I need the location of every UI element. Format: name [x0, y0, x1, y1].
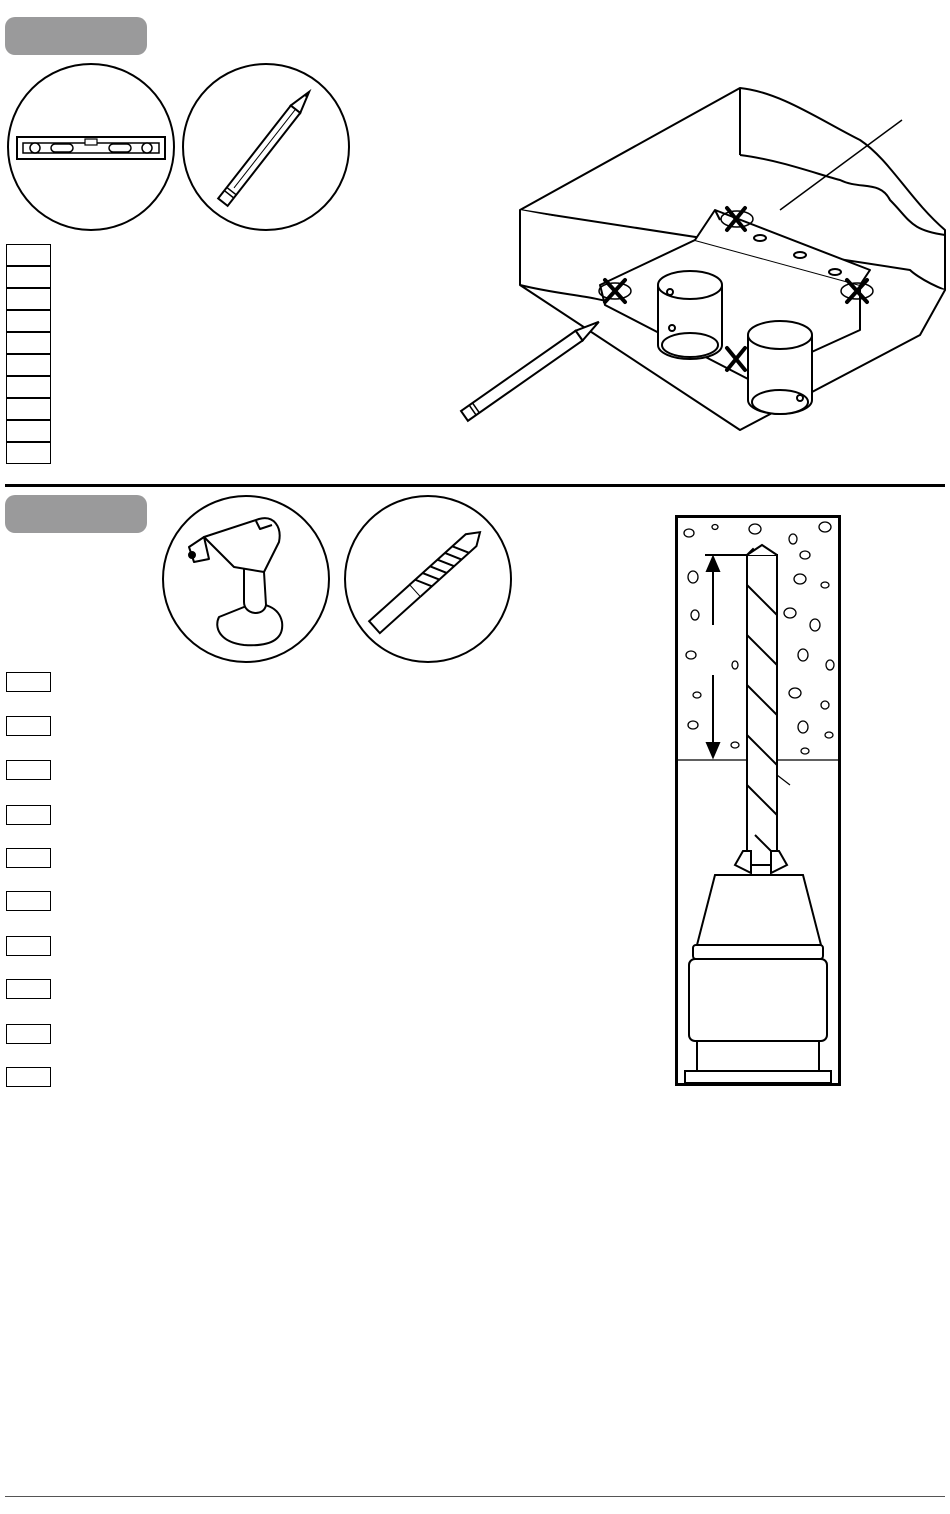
language-code-box — [6, 398, 51, 420]
cordless-drill-icon — [162, 495, 330, 663]
language-code-box — [6, 442, 51, 464]
level-icon — [7, 63, 175, 231]
language-code-box — [6, 244, 51, 266]
language-code-box — [6, 760, 51, 780]
step-2-tab — [5, 495, 147, 533]
language-code-box — [6, 332, 51, 354]
language-code-box — [6, 1067, 51, 1087]
language-code-box — [6, 936, 51, 956]
ceiling-bracket-marking-illustration — [440, 80, 950, 440]
language-code-box — [6, 376, 51, 398]
language-code-box — [6, 310, 51, 332]
drilling-concrete-illustration — [675, 515, 843, 1088]
language-code-box — [6, 716, 51, 736]
language-code-box — [6, 672, 51, 692]
language-code-box — [6, 354, 51, 376]
language-code-box — [6, 979, 51, 999]
footer-rule — [5, 1496, 945, 1497]
language-code-box — [6, 288, 51, 310]
language-code-box — [6, 266, 51, 288]
language-code-box — [6, 805, 51, 825]
language-code-box — [6, 848, 51, 868]
pencil-icon — [182, 63, 350, 231]
masonry-drill-bit-icon — [344, 495, 512, 663]
section-divider — [5, 484, 945, 487]
step-1-tab — [5, 17, 147, 55]
language-code-box — [6, 891, 51, 911]
language-code-box — [6, 420, 51, 442]
language-code-box — [6, 1024, 51, 1044]
